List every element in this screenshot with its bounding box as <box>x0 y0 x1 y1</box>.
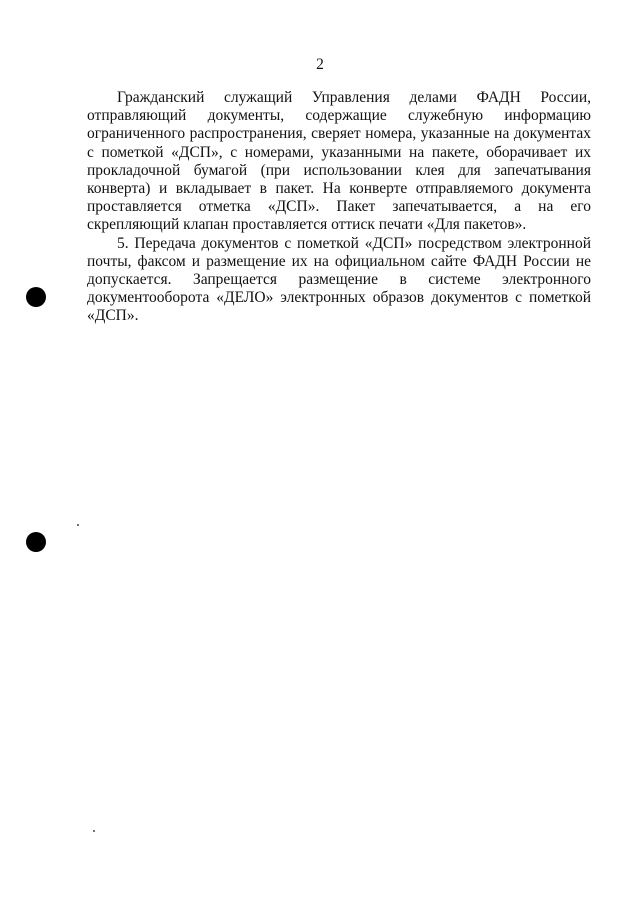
punch-hole-top-icon <box>26 287 46 307</box>
paragraph-sending-procedure: Гражданский служащий Управления делами ФАДН России, отправляющий документы, содержащие служебную информацию ограниченного распространения, сверяет номера, указанные на документах с пометкой «ДСП», с номерами, указанными на пакете, оборачивает их прокладочной бумагой (при использовании клея для запечатывания конверта) и вкладывает в пакет. На конверте отправляемого документа проставляется отметка «ДСП». Пакет запечатывается, а на его скрепляющий клапан проставляется оттиск печати «Для пакетов». <box>87 89 591 234</box>
paragraph-electronic-transfer: 5. Передача документов с пометкой «ДСП» посредством электронной почты, факсом и размещение их на официальном сайте ФАДН России не допускается. Запрещается размещение в системе электронного документооборота «ДЕЛО» электронных образов документов с пометкой «ДСП». <box>87 234 591 325</box>
document-body <box>87 89 591 326</box>
punch-hole-bottom-icon <box>26 532 46 552</box>
page-number: 2 <box>316 56 324 73</box>
scan-speck <box>93 830 95 832</box>
scan-speck <box>77 524 79 526</box>
